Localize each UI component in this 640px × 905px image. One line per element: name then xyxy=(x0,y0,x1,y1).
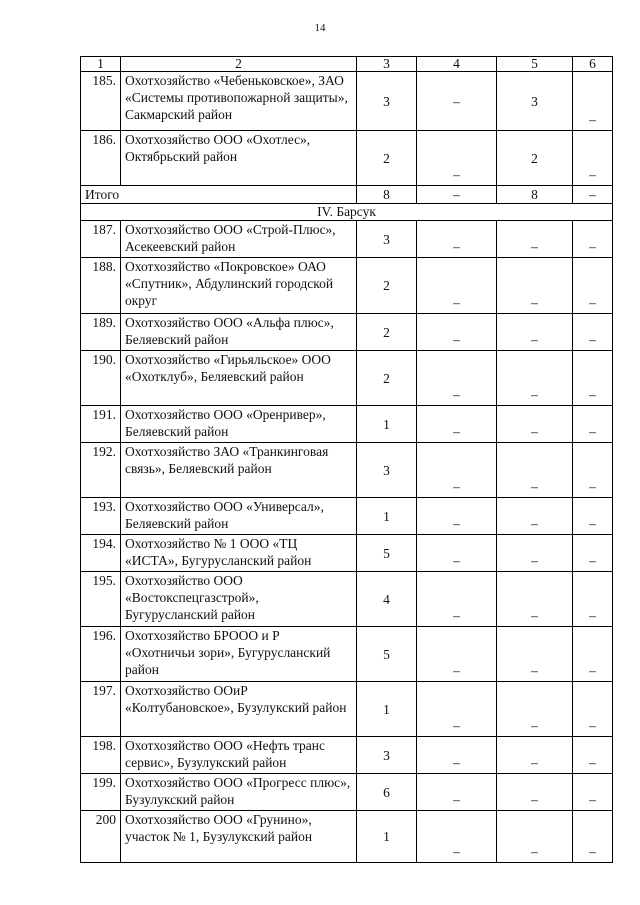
row-col4: – xyxy=(417,535,497,572)
row-col3: 1 xyxy=(357,406,417,443)
row-name: Охотхозяйство «Покровское» ОАО «Спутник», Абдулинский городской округ xyxy=(121,258,357,314)
row-number: 188. xyxy=(81,258,121,314)
row-col4: – xyxy=(417,258,497,314)
row-col3: 3 xyxy=(357,737,417,774)
row-name: Охотхозяйство ООО «Универсал», Беляевский район xyxy=(121,498,357,535)
row-name: Охотхозяйство ООО «Востокспецгазстрой», Бугурусланский район xyxy=(121,572,357,627)
row-col5: 2 xyxy=(497,131,573,186)
row-col4: – xyxy=(417,774,497,811)
row-number: 191. xyxy=(81,406,121,443)
row-col4: – xyxy=(417,221,497,258)
row-number: 197. xyxy=(81,682,121,737)
row-col6: – xyxy=(573,72,613,131)
row-col4: – xyxy=(417,351,497,406)
row-col5: – xyxy=(497,572,573,627)
row-name: Охотхозяйство ООО «Оренривер», Беляевский район xyxy=(121,406,357,443)
header-cell: 3 xyxy=(357,57,417,72)
row-col5: – xyxy=(497,406,573,443)
page-number: 14 xyxy=(314,22,326,34)
table-row xyxy=(81,314,613,351)
row-col6: – xyxy=(573,572,613,627)
row-number: 196. xyxy=(81,627,121,682)
row-col5: – xyxy=(497,314,573,351)
row-number: 189. xyxy=(81,314,121,351)
row-name: Охотхозяйство БРООО и Р «Охотничьи зори», Бугурусланский район xyxy=(121,627,357,682)
row-col6: – xyxy=(573,406,613,443)
row-col6: – xyxy=(573,351,613,406)
table-row xyxy=(81,572,613,627)
row-col6: – xyxy=(573,258,613,314)
total-col6: – xyxy=(573,186,613,204)
row-col5: – xyxy=(497,682,573,737)
table-row xyxy=(81,498,613,535)
row-col6: – xyxy=(573,498,613,535)
row-name: Охотхозяйство ООО «Грунино», участок № 1, Бузулукский район xyxy=(121,811,357,863)
row-col4: – xyxy=(417,314,497,351)
row-name: Охотхозяйство № 1 ООО «ТЦ «ИСТА», Бугурусланский район xyxy=(121,535,357,572)
row-col6: – xyxy=(573,774,613,811)
row-col5: – xyxy=(497,737,573,774)
row-number: 200 xyxy=(81,811,121,863)
header-cell: 6 xyxy=(573,57,613,72)
row-name: Охотхозяйство «Гирьяльское» ООО «Охотклуб», Беляевский район xyxy=(121,351,357,406)
hunting-quota-table xyxy=(80,56,613,863)
total-col5: 8 xyxy=(497,186,573,204)
section-row xyxy=(81,204,613,221)
row-col4: – xyxy=(417,627,497,682)
row-name: Охотхозяйство ООО «Нефть транс сервис», Бузулукский район xyxy=(121,737,357,774)
row-col4: – xyxy=(417,498,497,535)
header-cell: 4 xyxy=(417,57,497,72)
row-col5: – xyxy=(497,535,573,572)
row-col6: – xyxy=(573,535,613,572)
header-cell: 2 xyxy=(121,57,357,72)
row-col5: – xyxy=(497,443,573,498)
row-col3: 6 xyxy=(357,774,417,811)
row-col5: – xyxy=(497,258,573,314)
row-col4: – xyxy=(417,737,497,774)
row-col5: – xyxy=(497,221,573,258)
row-col6: – xyxy=(573,314,613,351)
header-cell: 1 xyxy=(81,57,121,72)
table-row xyxy=(81,406,613,443)
row-col3: 3 xyxy=(357,221,417,258)
row-col3: 2 xyxy=(357,131,417,186)
total-row xyxy=(81,186,613,204)
row-name: Охотхозяйство ООО «Охотлес», Октябрьский район xyxy=(121,131,357,186)
row-number: 186. xyxy=(81,131,121,186)
row-col5: 3 xyxy=(497,72,573,131)
row-col5: – xyxy=(497,774,573,811)
row-name: Охотхозяйство ЗАО «Транкинговая связь», Беляевский район xyxy=(121,443,357,498)
row-col6: – xyxy=(573,627,613,682)
row-col4: – xyxy=(417,811,497,863)
row-col3: 2 xyxy=(357,314,417,351)
row-number: 187. xyxy=(81,221,121,258)
row-number: 192. xyxy=(81,443,121,498)
row-col6: – xyxy=(573,443,613,498)
table-row xyxy=(81,737,613,774)
row-col3: 5 xyxy=(357,627,417,682)
row-name: Охотхозяйство ООиР «Колтубановское», Бузулукский район xyxy=(121,682,357,737)
row-name: Охотхозяйство ООО «Альфа плюс», Беляевский район xyxy=(121,314,357,351)
row-col4: – xyxy=(417,572,497,627)
row-number: 199. xyxy=(81,774,121,811)
row-col3: 4 xyxy=(357,572,417,627)
row-col3: 1 xyxy=(357,682,417,737)
row-col3: 1 xyxy=(357,498,417,535)
table-row xyxy=(81,535,613,572)
table-row xyxy=(81,682,613,737)
total-col4: – xyxy=(417,186,497,204)
row-col3: 5 xyxy=(357,535,417,572)
row-col5: – xyxy=(497,498,573,535)
table-row xyxy=(81,811,613,863)
row-name: Охотхозяйство ООО «Строй-Плюс», Асекеевский район xyxy=(121,221,357,258)
row-col6: – xyxy=(573,737,613,774)
row-col4: – xyxy=(417,131,497,186)
section-title: IV. Барсук xyxy=(81,204,613,221)
row-col6: – xyxy=(573,811,613,863)
row-name: Охотхозяйство «Чебеньковское», ЗАО «Системы противопожарной защиты», Сакмарский район xyxy=(121,72,357,131)
row-name: Охотхозяйство ООО «Прогресс плюс», Бузулукский район xyxy=(121,774,357,811)
row-col3: 2 xyxy=(357,258,417,314)
row-number: 195. xyxy=(81,572,121,627)
row-col3: 3 xyxy=(357,72,417,131)
row-col4: – xyxy=(417,72,497,131)
row-col3: 1 xyxy=(357,811,417,863)
row-col4: – xyxy=(417,443,497,498)
row-col4: – xyxy=(417,682,497,737)
header-cell: 5 xyxy=(497,57,573,72)
row-col3: 2 xyxy=(357,351,417,406)
table-header-row xyxy=(81,57,613,72)
table-row xyxy=(81,72,613,131)
row-number: 198. xyxy=(81,737,121,774)
table-row xyxy=(81,131,613,186)
row-col4: – xyxy=(417,406,497,443)
row-number: 193. xyxy=(81,498,121,535)
table-row xyxy=(81,221,613,258)
row-col6: – xyxy=(573,221,613,258)
row-col5: – xyxy=(497,811,573,863)
table-row xyxy=(81,627,613,682)
table-row xyxy=(81,351,613,406)
total-label: Итого xyxy=(81,186,357,204)
row-col5: – xyxy=(497,351,573,406)
row-number: 190. xyxy=(81,351,121,406)
row-col6: – xyxy=(573,131,613,186)
row-col3: 3 xyxy=(357,443,417,498)
table-row xyxy=(81,774,613,811)
table-row xyxy=(81,443,613,498)
row-number: 194. xyxy=(81,535,121,572)
row-number: 185. xyxy=(81,72,121,131)
total-col3: 8 xyxy=(357,186,417,204)
table-row xyxy=(81,258,613,314)
row-col6: – xyxy=(573,682,613,737)
row-col5: – xyxy=(497,627,573,682)
